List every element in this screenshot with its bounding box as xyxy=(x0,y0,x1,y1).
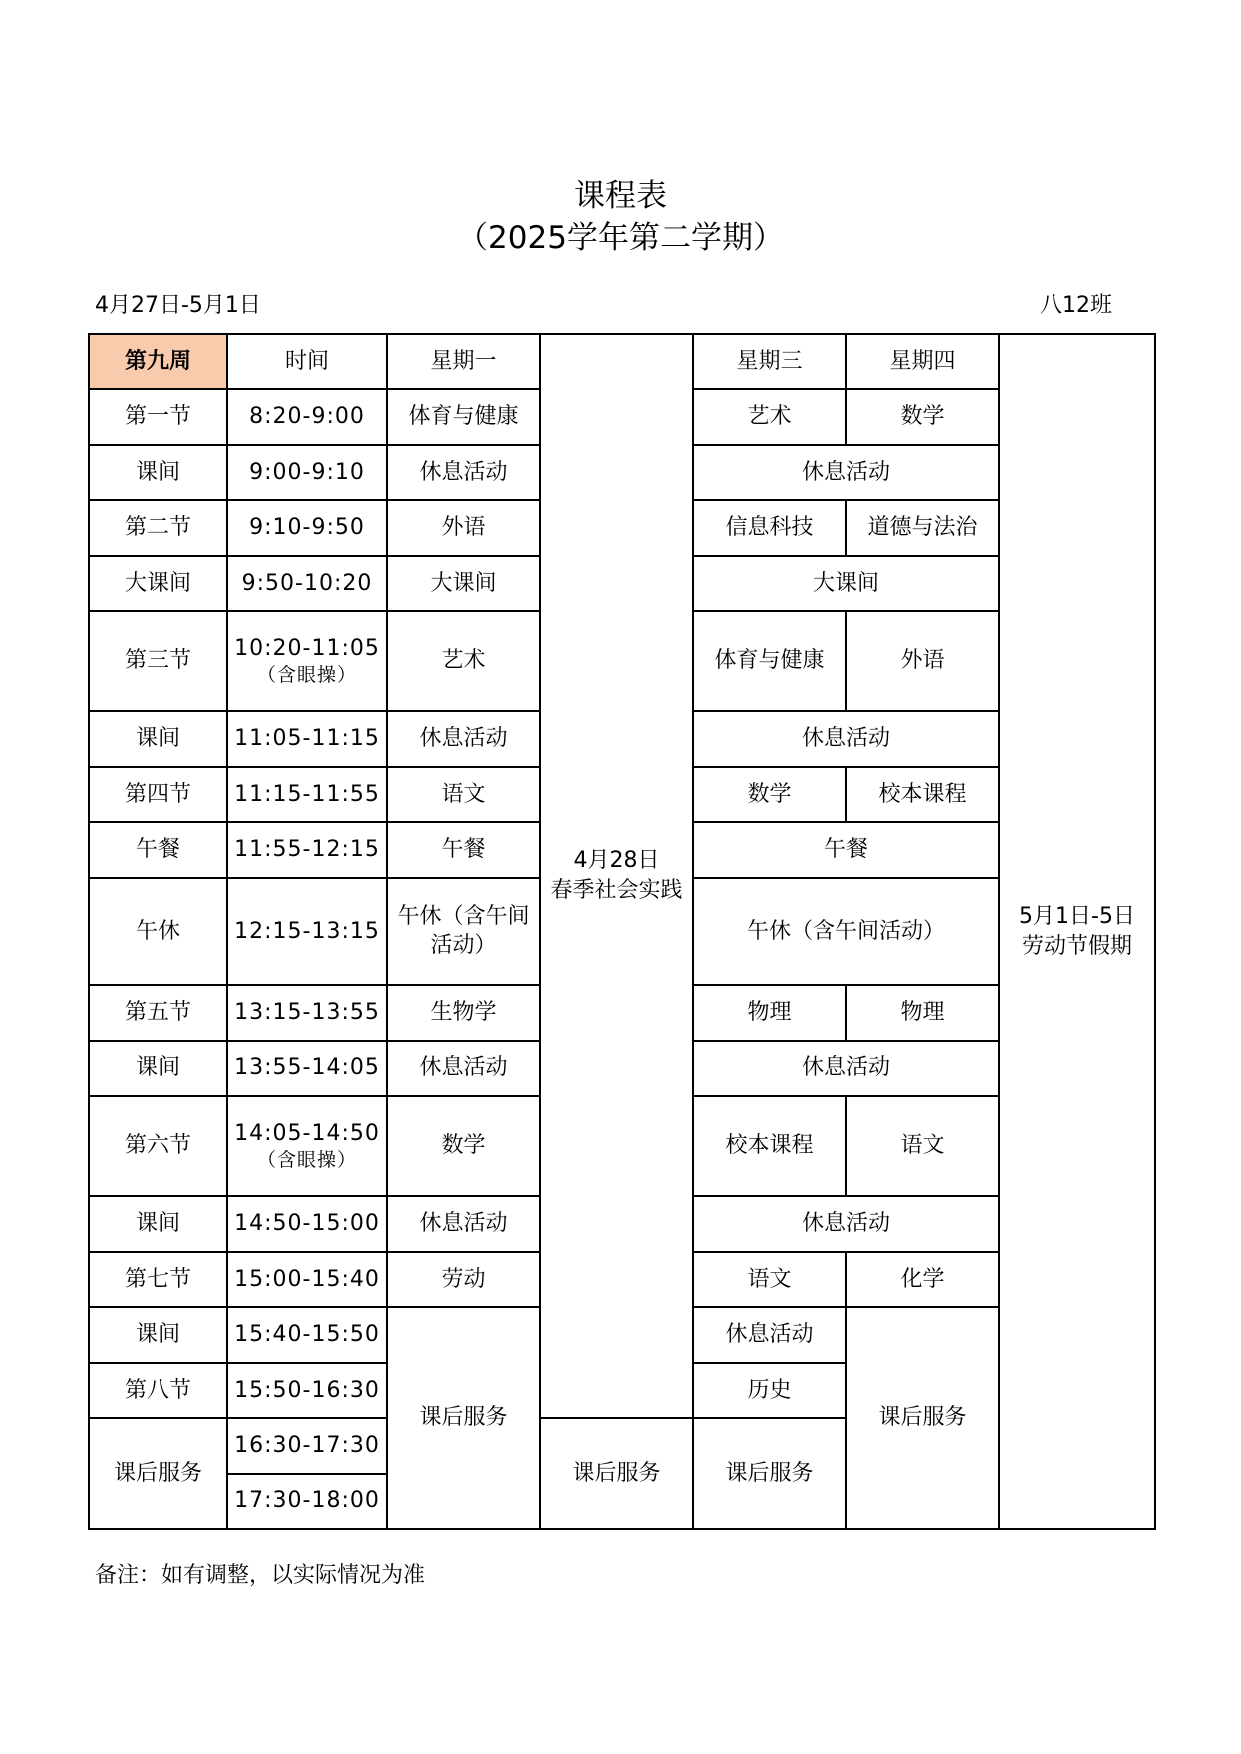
monday-cell: 休息活动 xyxy=(387,1196,540,1251)
header-row xyxy=(89,334,1155,389)
page-subtitle: （2025学年第二学期） xyxy=(457,220,784,256)
wednesday-cell: 校本课程 xyxy=(693,1096,846,1196)
time-cell: 11:55-12:15 xyxy=(227,822,387,877)
wednesday-after-school: 课后服务 xyxy=(693,1418,846,1529)
time-text: 14:05-14:50 xyxy=(234,1120,380,1146)
footnote: 备注：如有调整，以实际情况为准 xyxy=(95,1563,426,1588)
period-cell: 第八节 xyxy=(89,1363,227,1418)
thursday-cell: 校本课程 xyxy=(846,767,999,822)
period-cell: 第六节 xyxy=(89,1096,227,1196)
period-cell: 第二节 xyxy=(89,500,227,555)
wed-thu-merged-cell: 休息活动 xyxy=(693,711,999,766)
header-monday: 星期一 xyxy=(387,334,540,389)
period-cell: 午休 xyxy=(89,878,227,985)
period-cell: 课间 xyxy=(89,445,227,500)
header-time: 时间 xyxy=(227,334,387,389)
monday-after-school: 课后服务 xyxy=(387,1307,540,1529)
wednesday-cell: 语文 xyxy=(693,1252,846,1307)
header-wednesday: 星期三 xyxy=(693,334,846,389)
period-cell: 午餐 xyxy=(89,822,227,877)
time-cell: 12:15-13:15 xyxy=(227,878,387,985)
wed-thu-merged-cell: 休息活动 xyxy=(693,1196,999,1251)
period-cell: 第五节 xyxy=(89,985,227,1040)
period-cell: 课间 xyxy=(89,1196,227,1251)
monday-cell: 午休（含午间活动） xyxy=(387,878,540,985)
period-cell: 第三节 xyxy=(89,611,227,711)
friday-holiday: 5月1日-5日 劳动节假期 xyxy=(999,334,1155,1529)
time-cell: 17:30-18:00 xyxy=(227,1474,387,1529)
week-label: 第九周 xyxy=(89,334,227,389)
thursday-cell: 道德与法治 xyxy=(846,500,999,555)
period-cell: 第四节 xyxy=(89,767,227,822)
monday-cell: 休息活动 xyxy=(387,445,540,500)
period-cell: 第一节 xyxy=(89,389,227,444)
tuesday-after-school: 课后服务 xyxy=(540,1418,693,1529)
period-cell: 课间 xyxy=(89,1307,227,1362)
monday-cell: 数学 xyxy=(387,1096,540,1196)
thursday-cell: 数学 xyxy=(846,389,999,444)
wed-thu-merged-cell: 午休（含午间活动） xyxy=(693,878,999,985)
time-cell: 11:05-11:15 xyxy=(227,711,387,766)
monday-cell: 外语 xyxy=(387,500,540,555)
wednesday-cell: 历史 xyxy=(693,1363,846,1418)
wednesday-cell: 信息科技 xyxy=(693,500,846,555)
date-range: 4月27日-5月1日 xyxy=(95,293,261,318)
monday-cell: 午餐 xyxy=(387,822,540,877)
wednesday-cell: 体育与健康 xyxy=(693,611,846,711)
monday-cell: 体育与健康 xyxy=(387,389,540,444)
time-note: （含眼操） xyxy=(256,1149,357,1172)
wed-thu-merged-cell: 休息活动 xyxy=(693,1041,999,1096)
thursday-cell: 化学 xyxy=(846,1252,999,1307)
wednesday-cell: 艺术 xyxy=(693,389,846,444)
period-cell: 课间 xyxy=(89,711,227,766)
time-cell: 11:15-11:55 xyxy=(227,767,387,822)
monday-cell: 休息活动 xyxy=(387,1041,540,1096)
wednesday-cell: 数学 xyxy=(693,767,846,822)
time-cell: 15:50-16:30 xyxy=(227,1363,387,1418)
thursday-cell: 语文 xyxy=(846,1096,999,1196)
wed-thu-merged-cell: 午餐 xyxy=(693,822,999,877)
time-cell xyxy=(227,611,387,711)
time-cell: 13:15-13:55 xyxy=(227,985,387,1040)
monday-cell: 艺术 xyxy=(387,611,540,711)
time-cell: 9:50-10:20 xyxy=(227,556,387,611)
time-cell: 15:40-15:50 xyxy=(227,1307,387,1362)
time-cell: 9:10-9:50 xyxy=(227,500,387,555)
time-cell: 13:55-14:05 xyxy=(227,1041,387,1096)
time-cell xyxy=(227,1096,387,1196)
time-cell: 16:30-17:30 xyxy=(227,1418,387,1473)
after-school-period: 课后服务 xyxy=(89,1418,227,1529)
thursday-cell: 外语 xyxy=(846,611,999,711)
monday-cell: 劳动 xyxy=(387,1252,540,1307)
period-cell: 大课间 xyxy=(89,556,227,611)
wednesday-cell: 物理 xyxy=(693,985,846,1040)
time-cell: 8:20-9:00 xyxy=(227,389,387,444)
time-cell: 14:50-15:00 xyxy=(227,1196,387,1251)
class-name: 八12班 xyxy=(1040,293,1112,318)
period-cell: 第七节 xyxy=(89,1252,227,1307)
thursday-after-school: 课后服务 xyxy=(846,1307,999,1529)
page-title: 课程表 xyxy=(574,178,667,214)
monday-cell: 生物学 xyxy=(387,985,540,1040)
thursday-cell: 物理 xyxy=(846,985,999,1040)
monday-cell: 大课间 xyxy=(387,556,540,611)
time-text: 10:20-11:05 xyxy=(234,635,380,661)
monday-cell: 休息活动 xyxy=(387,711,540,766)
schedule-table xyxy=(88,333,1156,1530)
wed-thu-merged-cell: 休息活动 xyxy=(693,445,999,500)
monday-cell: 语文 xyxy=(387,767,540,822)
time-note: （含眼操） xyxy=(256,664,357,687)
period-cell: 课间 xyxy=(89,1041,227,1096)
time-cell: 9:00-9:10 xyxy=(227,445,387,500)
tuesday-event: 4月28日 春季社会实践 xyxy=(540,334,693,1418)
wed-thu-merged-cell: 大课间 xyxy=(693,556,999,611)
time-cell: 15:00-15:40 xyxy=(227,1252,387,1307)
wednesday-cell: 休息活动 xyxy=(693,1307,846,1362)
header-thursday: 星期四 xyxy=(846,334,999,389)
